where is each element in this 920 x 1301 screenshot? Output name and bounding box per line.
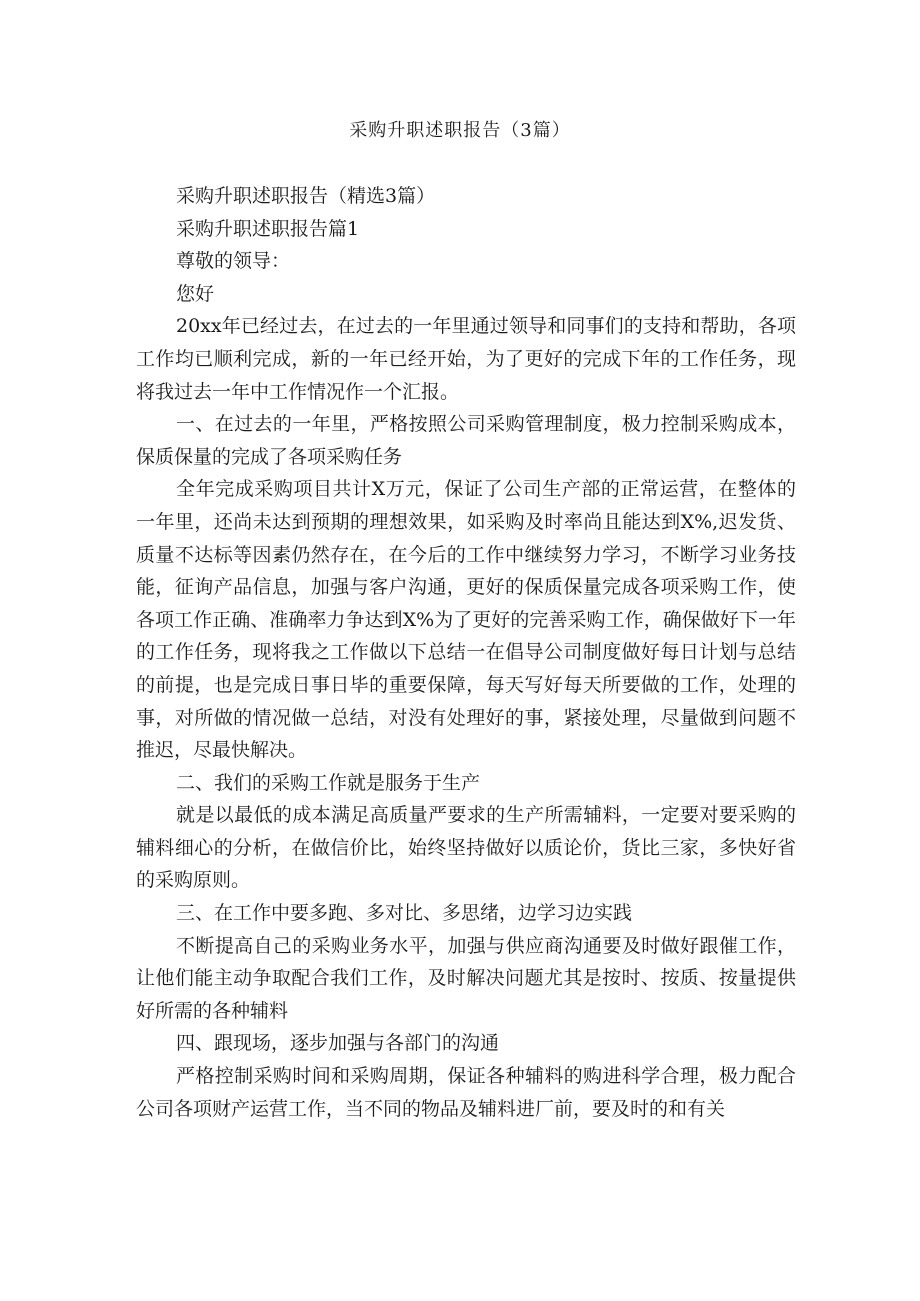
document-title: 采购升职述职报告（3篇）	[349, 120, 571, 141]
subtitle-paragraph: 采购升职述职报告（精选3篇）	[176, 185, 436, 207]
body-paragraph: 20xx年已经过去，在过去的一年里通过领导和同事们的支持和帮助，各项工作均已顺利完成，新的一年已经开始，为了更好的完成下年的工作任务，现将我过去一年中工作情况作一个汇报。	[136, 315, 796, 403]
section-heading: 采购升职述职报告篇1	[176, 217, 360, 240]
body-paragraph: 四、跟现场，逐步加强与各部门的沟通	[176, 1032, 500, 1055]
body-paragraph: 三、在工作中要多跑、多对比、多思绪，边学习边实践	[176, 902, 633, 925]
body-paragraph: 就是以最低的成本满足高质量严要求的生产所需辅料，一定要对要采购的辅料细心的分析，在做信价比，始终坚持做好以质论价，货比三家，多快好省的采购原则。	[136, 804, 796, 892]
document-body	[136, 180, 796, 1125]
greeting: 您好	[176, 282, 215, 305]
body-paragraph: 一、在过去的一年里，严格按照公司采购管理制度，极力控制采购成本，保质保量的完成了各项采购任务	[136, 413, 796, 468]
body-paragraph: 二、我们的采购工作就是服务于生产	[176, 771, 481, 794]
salutation: 尊敬的领导：	[176, 250, 291, 273]
body-paragraph: 不断提高自己的采购业务水平，加强与供应商沟通要及时做好跟催工作，让他们能主动争取配合我们工作，及时解决问题尤其是按时、按质、按量提供好所需的各种辅料	[136, 934, 796, 1022]
body-paragraph: 严格控制采购时间和采购周期，保证各种辅料的购进科学合理，极力配合公司各项财产运营工作，当不同的物品及辅料进厂前，要及时的和有关	[136, 1065, 796, 1120]
body-paragraph: 全年完成采购项目共计X万元，保证了公司生产部的正常运营，在整体的一年里，还尚未达到预期的理想效果，如采购及时率尚且能达到X%,迟发货、质量不达标等因素仍然存在，在今后的工作中继续努力学习，不断学习业务技能，征询产品信息，加强与客户沟通，更好的保质保量完成各项采购工作，使各项工作正确、准确率力争达到X%为了更好的完善采购工作，确保做好下一年的工作任务，现将我之工作做以下总结一在倡导公司制度做好每日计划与总结的前提，也是完成日事日毕的重要保障，每天写好每天所要做的工作，处理的事，对所做的情况做一总结，对没有处理好的事，紧接处理，尽量做到问题不推迟，尽最快解决。	[136, 478, 796, 762]
